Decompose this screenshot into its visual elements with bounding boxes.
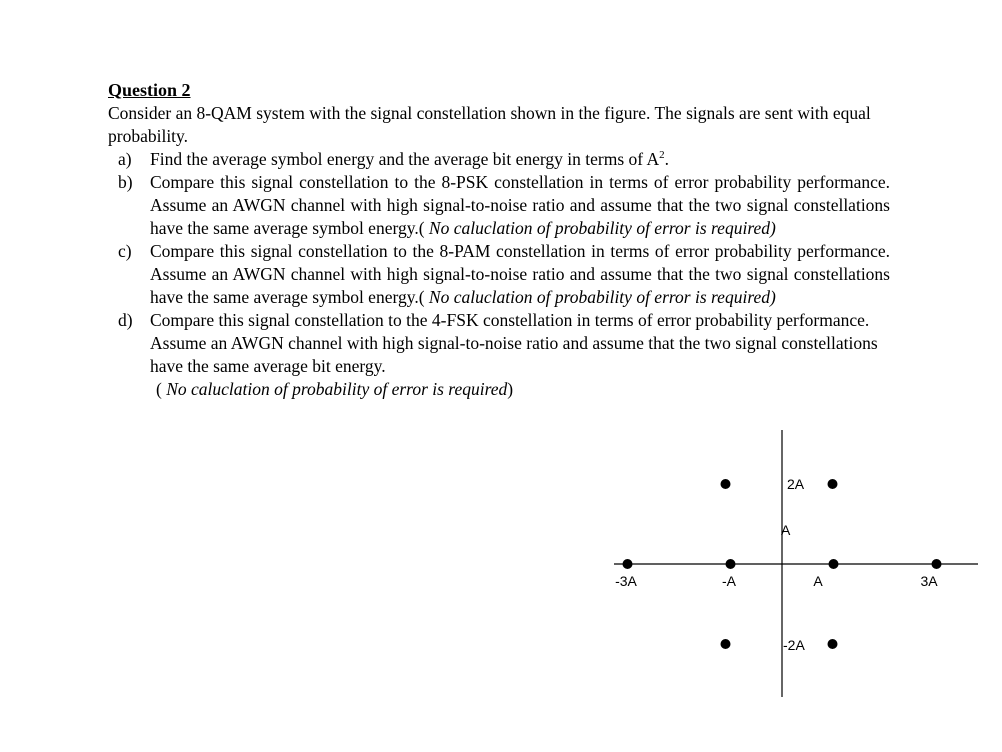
part-c-note: No caluclation of probability of error is required) — [424, 287, 776, 307]
x-label-neg3a: -3A — [615, 573, 637, 589]
part-d — [108, 309, 890, 378]
question-block — [108, 78, 890, 401]
part-c — [108, 240, 890, 309]
part-d-note-open: ( — [156, 379, 167, 399]
constellation-point — [623, 559, 633, 569]
part-d-note-text: No caluclation of probability of error is required — [166, 379, 508, 399]
part-b-note: No caluclation of probability of error is required) — [424, 218, 776, 238]
y-label-2a: 2A — [787, 476, 805, 492]
part-b-text: Compare this signal constellation to the 8-PSK constellation in terms of error probability performance. Assume an AWGN channel with high signal-to-noise ratio and assume that the two signal constellations have the same average symbol energy.( — [150, 172, 890, 238]
question-parts — [108, 148, 890, 378]
constellation-point — [828, 479, 838, 489]
part-c-label: c) — [118, 241, 132, 261]
part-c-text: Compare this signal constellation to the 8-PAM constellation in terms of error probability performance. Assume an AWGN channel with high signal-to-noise ratio and assume that the two signal constellations have the same average symbol energy.( — [150, 241, 890, 307]
part-d-text: Compare this signal constellation to the 4-FSK constellation in terms of error probability performance. Assume an AWGN channel with high signal-to-noise ratio and assume that the two signal constellations have the same average bit energy. — [150, 310, 878, 376]
x-label-3a: 3A — [920, 573, 938, 589]
constellation-point — [721, 479, 731, 489]
part-a-superscript: 2 — [659, 149, 665, 162]
part-a-label: a) — [118, 149, 132, 169]
part-a-text: Find the average symbol energy and the average bit energy in terms of A — [150, 149, 660, 169]
constellation-point — [932, 559, 942, 569]
part-d-note-close: ) — [507, 379, 514, 399]
part-b — [108, 171, 890, 240]
x-label-a: A — [813, 573, 823, 589]
x-label-nega: -A — [722, 573, 736, 589]
y-label-a: A — [781, 522, 791, 538]
constellation-point — [726, 559, 736, 569]
constellation-point — [721, 639, 731, 649]
part-a-text-end: . — [664, 149, 670, 169]
constellation-point — [828, 639, 838, 649]
part-d-note — [108, 378, 890, 401]
question-intro: Consider an 8-QAM system with the signal constellation shown in the figure. The signals are sent with equal probability. — [108, 103, 871, 146]
question-title: Question 2 — [108, 80, 191, 100]
part-b-label: b) — [118, 172, 133, 192]
constellation-diagram — [600, 425, 985, 700]
constellation-point — [829, 559, 839, 569]
part-d-label: d) — [118, 310, 133, 330]
y-label-neg2a: -2A — [783, 637, 805, 653]
part-a — [108, 148, 890, 171]
constellation-figure — [600, 425, 985, 700]
